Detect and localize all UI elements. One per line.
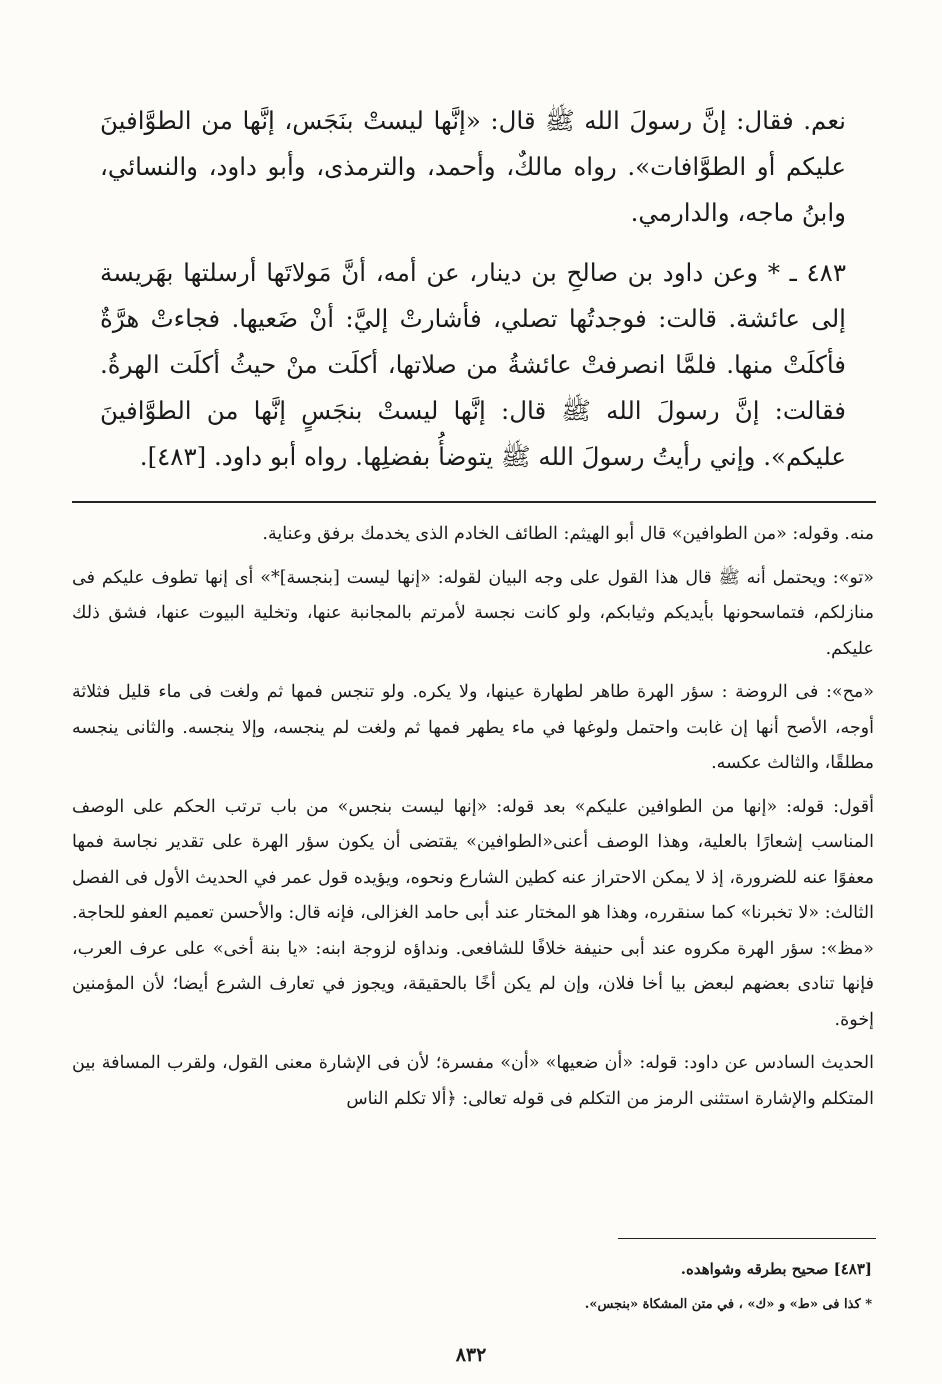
commentary-paragraph: الحديث السادس عن داود: قوله: «أن ضعيها» «أن» مفسرة؛ لأن فى الإشارة معنى القول، ولقرب المسافة بين المتكلم والإشارة استثنى الرمز من التكلم فى قوله تعالى: ﴿ألا تكلم الناس — [72, 1053, 874, 1109]
hadith-text — [100, 98, 846, 494]
footnote: [٤٨٣] صحيح بطرقه وشواهده. — [680, 1260, 872, 1278]
section-divider — [72, 501, 876, 503]
commentary-paragraph: منه. وقوله: «من الطوافين» قال أبو الهيثم: الطائف الخادم الذى يخدمك برفق وعناية. — [262, 524, 874, 544]
footnote: * كذا فى «ط» و «ك» ، في متن المشكاة «بنجس». — [584, 1297, 872, 1312]
commentary-paragraph: أقول: قوله: «إنها من الطوافين عليكم» بعد قوله: «إنها ليست بنجس» من باب ترتب الحكم على الوصف المناسب إشعارًا بالعلية، وهذا الوصف أعنى«الطوافين» يقتضى أن يكون سؤر الهرة على تقدير نجاسة فمها معفوًا عنه للضرورة، إذ لا يمكن الاحتراز عنه كطين الشارع ونحوه، ويؤيده قول عمر في الحديث الأول فى الفصل الثالث: «لا تخبرنا» كما سنقرره، وهذا هو المختار عند أبى حامد الغزالى، فإنه قال: والأحسن تعميم العفو للحاجة. «مظ»: سؤر الهرة مكروه عند أبى حنيفة خلافًا للشافعى. ونداؤه لزوجة ابنه: «يا بنة أخى» على عرف العرب، فإنها تنادى بعضهم لبعض بيا أخا فلان، وإن لم يكن أخًا بالحقيقة، ويجوز في تعارف الشرع أيضا؛ لأن المؤمنين إخوة. — [72, 796, 874, 1030]
footnotes — [300, 1256, 872, 1328]
commentary-paragraph: «مح»: فى الروضة : سؤر الهرة طاهر لطهارة عينها، ولا يكره. ولو تنجس فمها ثم ولغت فى ماء قليل فثلاثة أوجه، الأصح أنها إن غابت واحتمل ولوغها في ماء يطهر فمها ثم ولغت لم ينجسه، وإلا ينجسه. والثانى ينجسه مطلقًا، والثالث عكسه. — [72, 682, 874, 773]
footnote-divider — [618, 1238, 876, 1239]
page-number: ٨٣٢ — [455, 1344, 487, 1366]
commentary — [72, 517, 874, 1125]
commentary-paragraph: «تو»: ويحتمل أنه ﷺ قال هذا القول على وجه البيان لقوله: «إنها ليست [بنجسة]*» أى إنها تطوف عليكم فى منازلكم، فتماسحونها بأيديكم وثيابكم، ولو كانت نجسة لأمرتم بالمجانبة عنها، وتخلية البيوت عنها، فشق ذلك عليكم. — [72, 567, 874, 659]
hadith-paragraph: نعم. فقال: إنَّ رسولَ الله ﷺ قال: «إنَّها ليستْ بنَجَس، إنَّها من الطوَّافينَ عليكم أو الطوَّافات». رواه مالكٌ، وأحمد، والترمذى، وأبو داود، والنسائي، وابنُ ماجه، والدارمي. — [100, 106, 846, 227]
hadith-paragraph: ٤٨٣ ـ * وعن داود بن صالحِ بن دينار، عن أمه، أنَّ مَولاتَها أرسلتها بهَريسة إلى عائشة. قالت: فوجدتُها تصلي، فأشارتْ إليَّ: أنْ ضَعيها. فجاءتْ هرَّةٌ فأكلَتْ منها. فلمَّا انصرفتْ عائشةُ من صلاتها، أكلَت منْ حيثُ أكلَت الهرةُ. فقالت: إنَّ رسولَ الله ﷺ قال: إنَّها ليستْ بنجَسٍ إنَّها من الطوَّافينَ عليكم». وإني رأيتُ رسولَ الله ﷺ يتوضأُ بفضلِها. رواه أبو داود. [٤٨٣]. — [100, 258, 846, 471]
